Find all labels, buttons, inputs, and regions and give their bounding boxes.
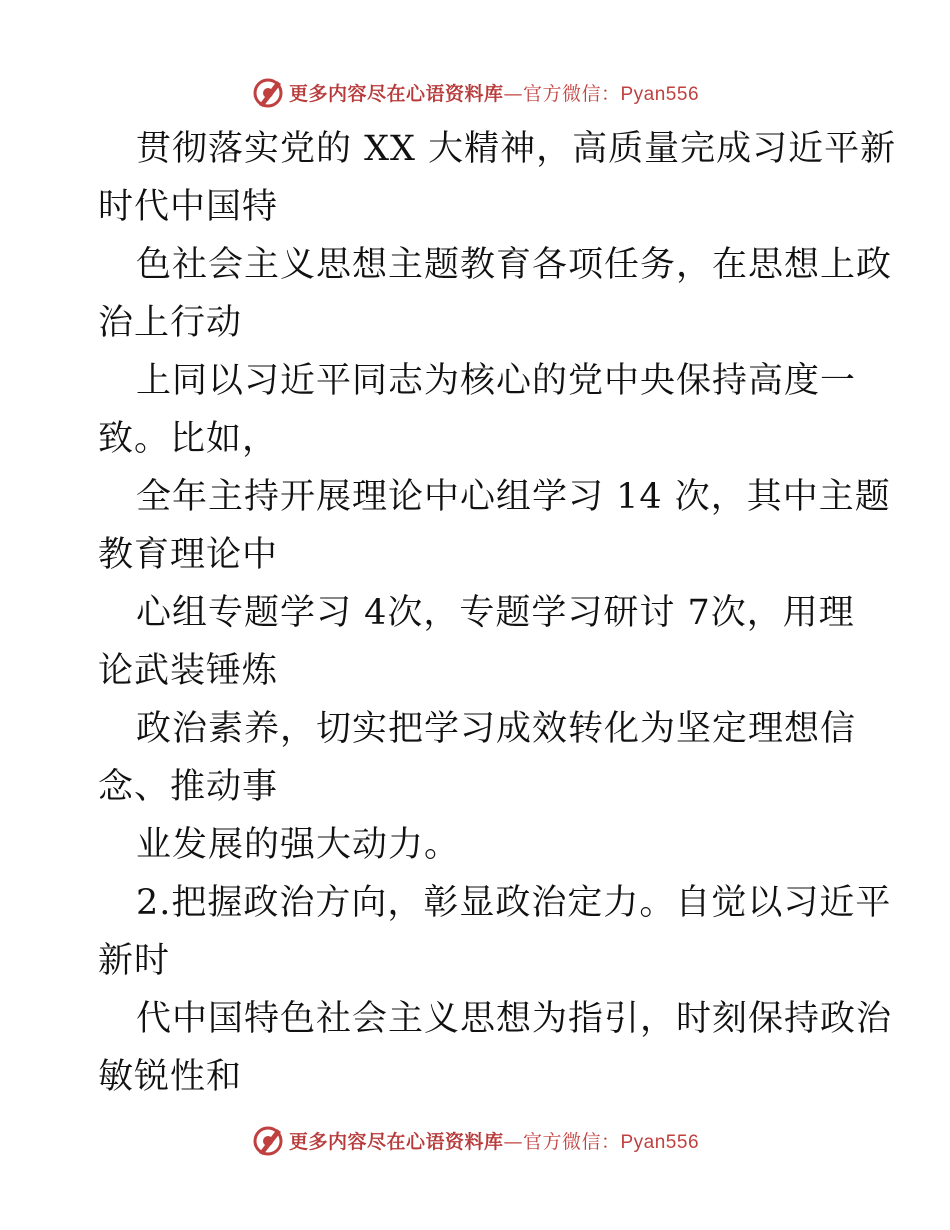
body-line: 代中国特色社会主义思想为指引，时刻保持政治: [136, 999, 893, 1039]
body-line: 论武装锤炼: [98, 651, 279, 691]
body-line: 致。比如，: [98, 419, 279, 459]
watermark-separator: —官方微信：: [503, 82, 621, 105]
quill-logo-icon: [251, 75, 285, 109]
body-line: 政治素养，切实把学习成效转化为坚定理想信: [136, 709, 857, 749]
section-heading-line: 2.把握政治方向，彰显政治定力。自觉以习近平: [136, 883, 892, 923]
body-line: 敏锐性和: [98, 1057, 243, 1097]
watermark-text: [289, 79, 699, 106]
body-line: 教育理论中: [98, 535, 279, 575]
quill-logo-icon: [251, 1123, 285, 1157]
watermark-wechat-id: Pyan556: [620, 83, 700, 105]
body-line: 上同以习近平同志为核心的党中央保持高度一: [136, 361, 857, 401]
body-line: 治上行动: [98, 303, 243, 343]
body-line: 念、推动事: [98, 767, 279, 807]
body-line: 新时: [98, 941, 171, 981]
body-line: 贯彻落实党的 XX 大精神，高质量完成习近平新: [136, 129, 897, 169]
watermark-brand: 更多内容尽在心语资料库: [288, 1130, 504, 1153]
header-watermark: [0, 72, 950, 112]
body-line: 色社会主义思想主题教育各项任务，在思想上政: [136, 245, 893, 285]
watermark-separator: —官方微信：: [503, 1130, 621, 1153]
body-line: 业发展的强大动力。: [136, 825, 461, 865]
document-body: [98, 120, 897, 1106]
watermark-brand: 更多内容尽在心语资料库: [288, 82, 504, 105]
watermark-text: [289, 1127, 699, 1154]
footer-watermark: [0, 1120, 950, 1160]
body-line: 全年主持开展理论中心组学习 14 次，其中主题: [136, 477, 891, 517]
watermark-wechat-id: Pyan556: [620, 1131, 700, 1153]
body-line: 心组专题学习 4次，专题学习研讨 7次，用理: [136, 593, 855, 633]
body-line: 时代中国特: [98, 187, 279, 227]
